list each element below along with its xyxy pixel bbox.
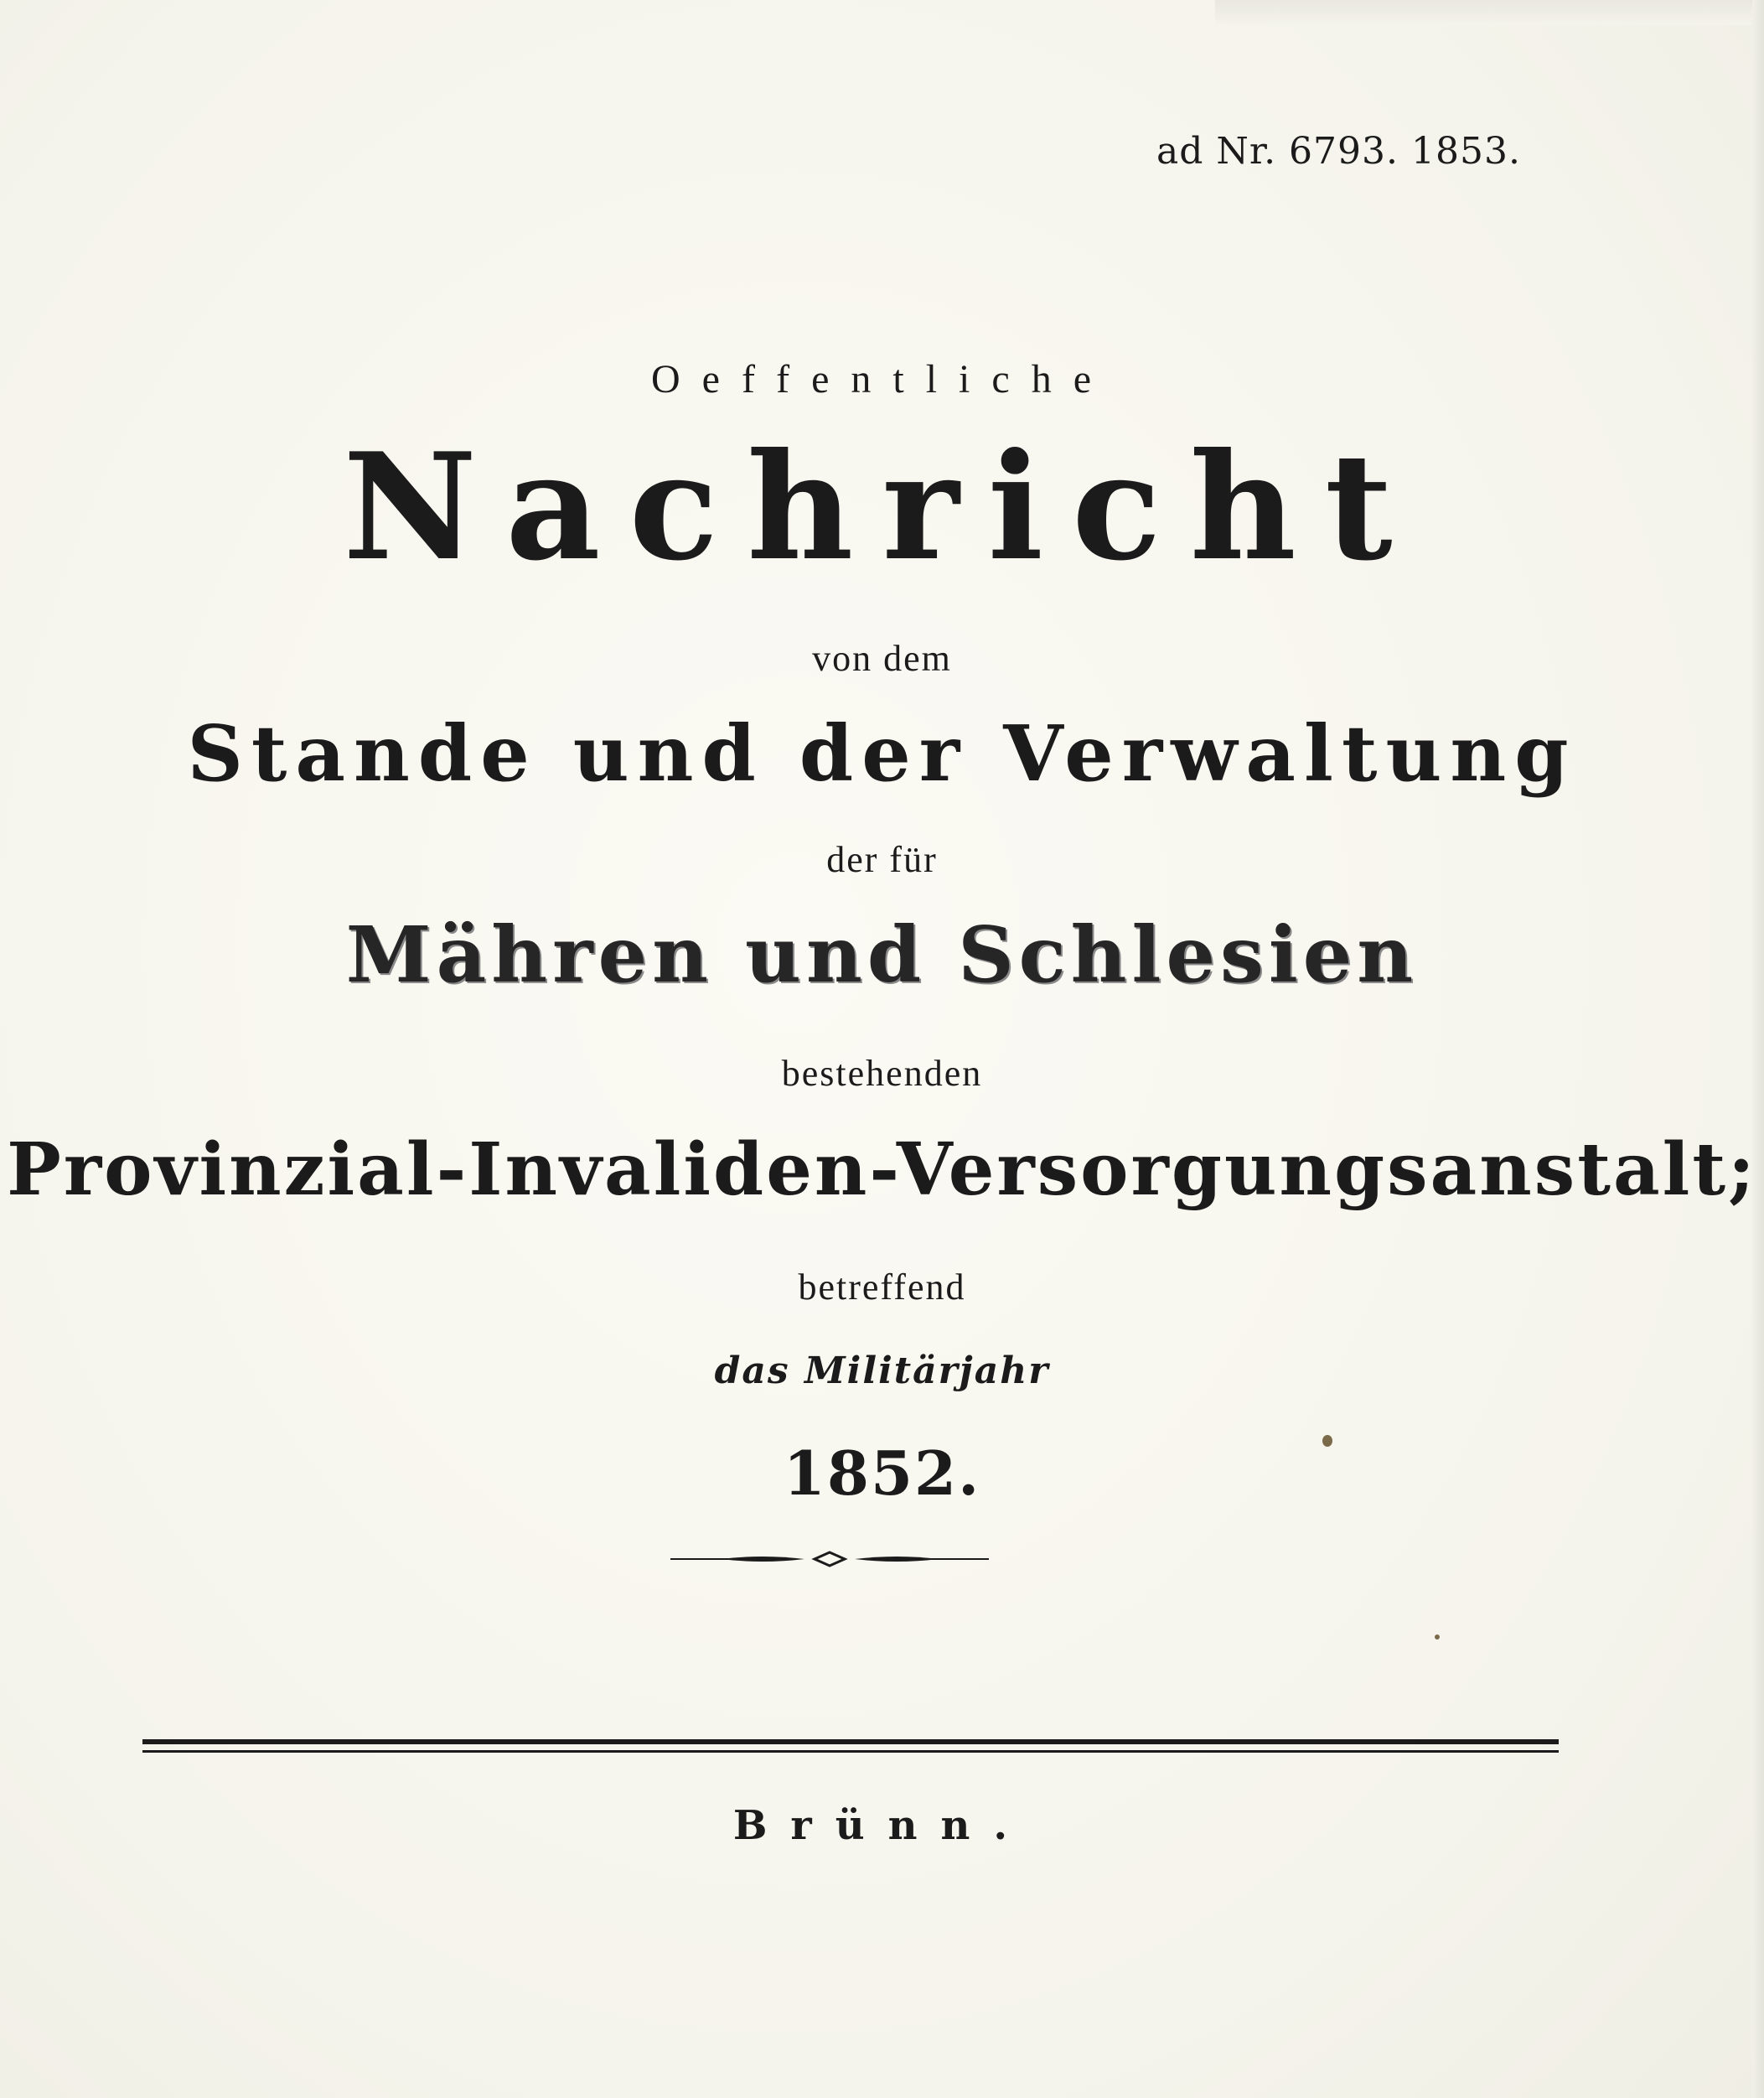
page-right-edge [1752,0,1764,2098]
paper-speck [1322,1435,1332,1447]
heading-nachricht: Nachricht [343,422,1421,593]
line-bestehenden: bestehenden [781,1053,983,1094]
line-militarjahr: das Militärjahr [714,1349,1050,1392]
year: 1852. [783,1438,981,1509]
reference-number: ad Nr. 6793. 1853. [1156,130,1521,173]
line-von-dem: von dem [812,638,952,679]
line-der-fur: der für [826,839,938,880]
place-brunn: Brünn. [732,1802,1032,1849]
line-provinzial-anstalt: Provinzial-Invaliden-Versorgungsanstalt; [7,1127,1757,1212]
paper-speck [1435,1634,1440,1640]
heading-oeffentliche: Oeffentliche [651,357,1113,401]
page-top-edge [1215,0,1764,25]
line-betreffend: betreffend [798,1267,966,1308]
double-rule-thick [142,1739,1559,1744]
double-rule-thin [142,1750,1559,1753]
ornament-divider [670,1542,989,1576]
line-mahren-schlesien: Mähren und Schlesien [345,909,1419,1000]
line-stande-verwaltung: Stande und der Verwaltung [187,708,1577,799]
